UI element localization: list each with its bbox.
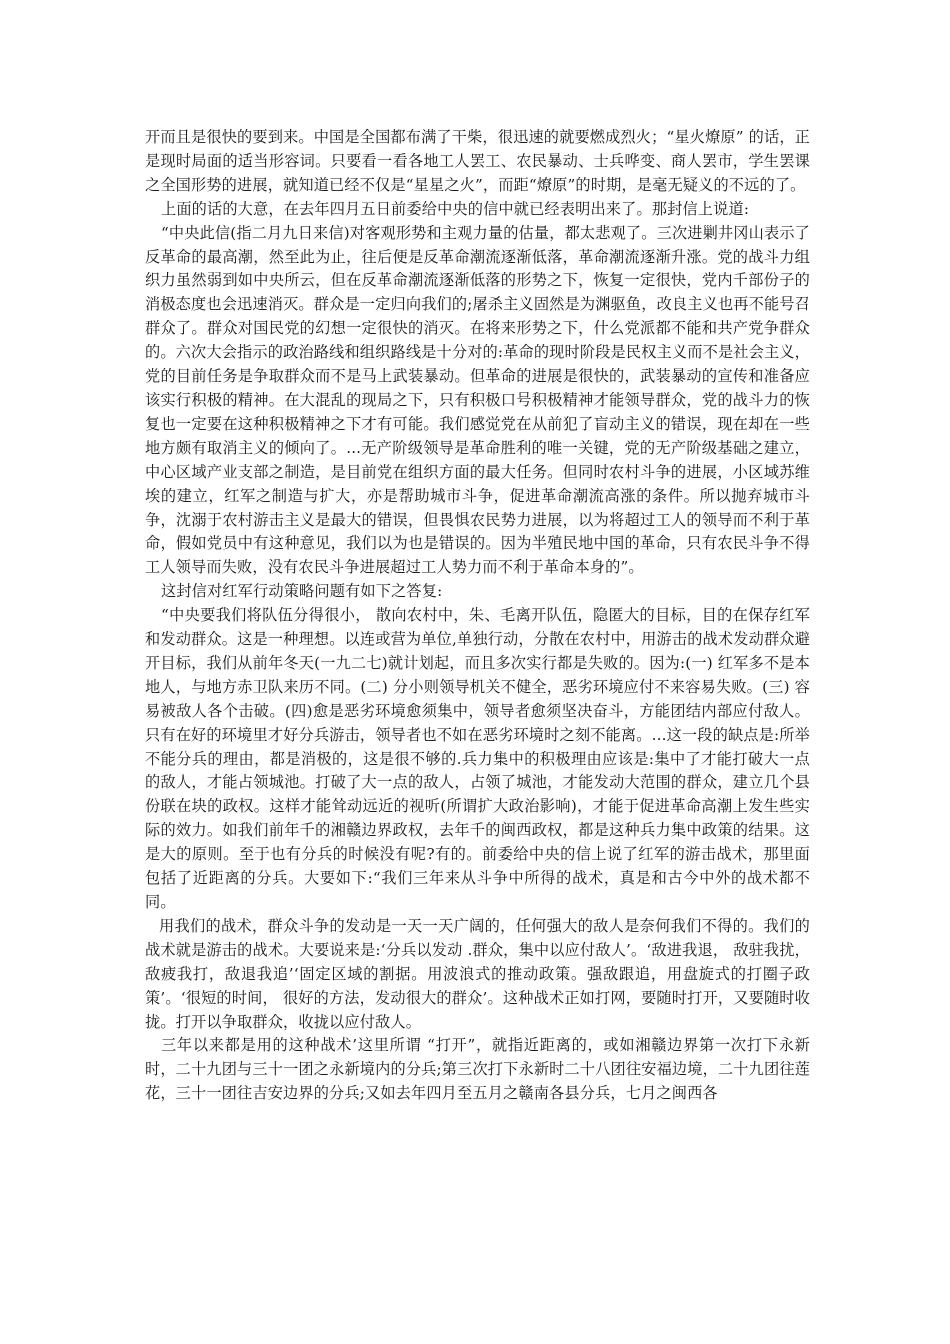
paragraph-3-quote: “中央此信(指二月九日来信)对客观形势和主观力量的估量，都太悲观了。三次进剿井冈山表示了反革命的最高潮，然至此为止，往后便是反革命潮流逐渐低落，革命潮流逐渐升涨。党的战斗力组织力虽然弱到如中央所云，但在反革命潮流逐渐低落的形势之下，恢复一定很快，党内千部份子的消极态度也会迅速消灭。群众是一定归向我们的;屠杀主义固然是为渊驱鱼，改良主义也再不能号召群众了。群众对国民党的幻想一定很快的消灭。在将来形势之下，什么党派都不能和共产党争群众的。六次大会指示的政治路线和组织路线是十分对的:革命的现时阶段是民权主义而不是社会主义，党的目前任务是争取群众而不是马上武装暴动。但革命的进展是很快的，武装暴动的宣传和准备应该实行积极的精神。在大混乱的现局之下，只有积极口号积极精神才能领导群众，党的战斗力的恢复也一定要在这种积极精神之下才有可能。我们感觉党在从前犯了盲动主义的错误，现在却在一些地方颇有取消主义的倾向了。...无产阶级领导是革命胜利的唯一关键，党的无产阶级基础之建立，中心区域产业支部之制造，是目前党在组织方面的最大任务。但同时农村斗争的进展，小区域苏维埃的建立，红军之制造与扩大，亦是帮助城市斗争，促进革命潮流高涨的条件。所以抛弃城市斗争，沈溺于农村游击主义是最大的错误，但畏惧农民势力进展，以为将超过工人的领导而不利于革命，假如党员中有这种意见，我们以为也是错误的。因为半殖民地中国的革命，只有农民斗争不得工人领导而失败，没有农民斗争进展超过工人势力而不利于革命本身的”。: [145, 223, 810, 577]
paragraph-2: 上面的话的大意，在去年四月五日前委给中央的信中就已经表明出来了。那封信上说道:: [161, 199, 750, 218]
paragraph-4: 这封信对红军行动策略问题有如下之答复:: [161, 582, 443, 601]
article-body: [145, 126, 810, 1106]
paragraph-6: 用我们的战术，群众斗争的发动是一天一天广阔的，任何强大的敌人是奈何我们不得的。我们的战术就是游击的战术。大要说来是:‘分兵以发动 .群众，集中以应付敌人’。‘敌进我退， 敌驻我扰，敌疲我打，敌退我追’‘固定区域的割据。用波浪式的推动政策。强敌跟追，用盘旋式的打圈子政策’。‘很短的时间， 很好的方法，发动很大的群众’。这种战术正如打网，要随时打开，又要随时收拢。打开以争取群众，收拢以应付敌人。: [145, 916, 810, 1031]
paragraph-1: 开而且是很快的要到来。中国是全国都布满了干柴，很迅速的就要燃成烈火；“星火燎原” 的话，正是现时局面的适当形容词。只要看一看各地工人罢工、农民暴动、士兵哗变、商人罢市，学生罢课之全国形势的进展，就知道已经不仅是“星星之火”，而距“燎原”的时期，是毫无疑义的不远的了。: [145, 128, 810, 194]
paragraph-7: 三年以来都是用的这种战术’这里所谓 “打开”，就指近距离的，或如湘赣边界第一次打下永新时，二十九团与三十一团之永新境内的分兵;第三次打下永新时二十八团往安福边境，二十九团往莲花，三十一团往吉安边界的分兵;又如去年四月至五月之赣南各县分兵，七月之闽西各: [145, 1036, 810, 1103]
paragraph-5-quote: “中央要我们将队伍分得很小， 散向农村中，朱、毛离开队伍，隐匿大的目标，目的在保存红军和发动群众。这是一种理想。以连或营为单位,单独行动，分散在农村中，用游击的战术发动群众避开目标，我们从前年冬天(一九二七)就计划起，而且多次实行都是失败的。因为:(一) 红军多不是本地人，与地方赤卫队来历不同。(二) 分小则领导机关不健全，恶劣环境应付不来容易失败。(三) 容易被敌人各个击破。(四)愈是恶劣环境愈须集中，领导者愈须坚决奋斗，方能团结内部应付敌人。只有在好的环境里才好分兵游击，领导者也不如在恶劣环境时之刻不能离。...这一段的缺点是:所举不能分兵的理由，都是消极的，这是很不够的.兵力集中的积极理由应该是:集中了才能打破大一点的敌人，才能占领城池。打破了大一点的敌人，占领了城池，才能发动大范围的群众，建立几个县份联在块的政权。这样才能耸动远近的视听(所谓扩大政治影响)，才能于促进革命高潮上发生些实际的效力。如我们前年千的湘赣边界政权，去年千的闽西政权，都是这种兵力集中政策的结果。这是大的原则。至于也有分兵的时候没有呢?有的。前委给中央的信上说了红军的游击战术，那里面包括了近距离的分兵。大要如下:“我们三年来从斗争中所得的战术，真是和古今中外的战术都不同。: [145, 606, 810, 911]
